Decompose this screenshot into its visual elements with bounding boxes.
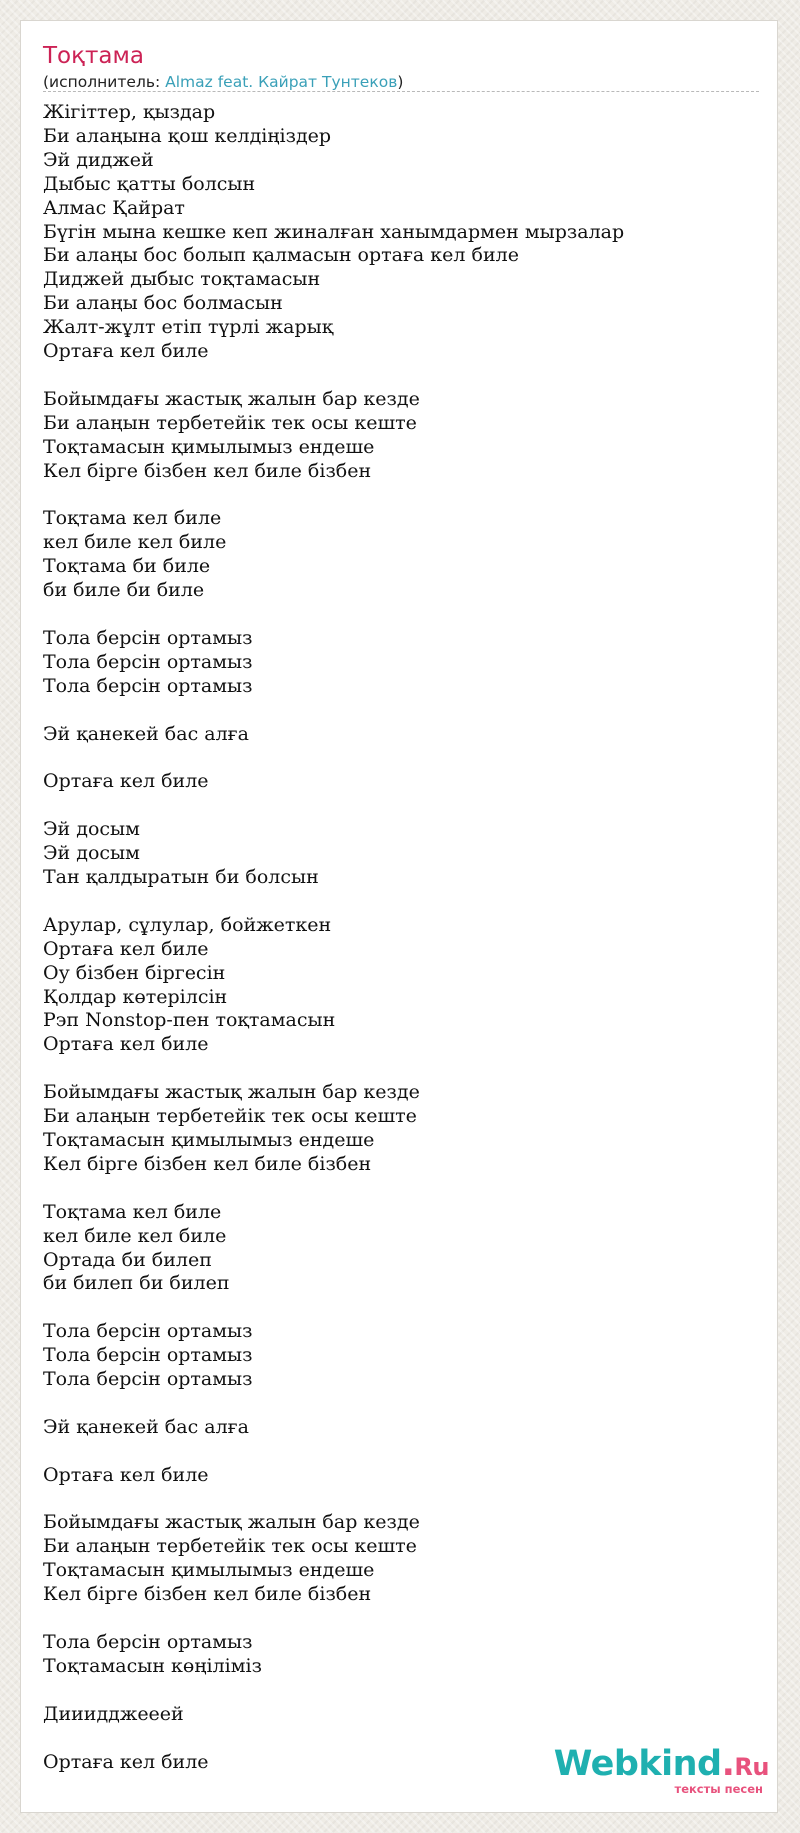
- logo-tagline: тексты песен: [674, 1782, 763, 1796]
- logo-tld: Ru: [734, 1753, 769, 1781]
- dashed-divider: [43, 91, 759, 92]
- artist-link[interactable]: Almaz feat. Кайрат Тунтеков: [165, 73, 398, 91]
- artist-prefix: (исполнитель:: [43, 73, 166, 91]
- song-title: Тоқтама: [43, 43, 144, 69]
- logo-name: Webkind: [553, 1744, 722, 1784]
- logo-wordmark: [554, 1744, 769, 1784]
- lyrics-card: [20, 20, 778, 1813]
- artist-line: [43, 73, 403, 91]
- site-logo[interactable]: [549, 1738, 769, 1798]
- lyrics-text: Жігіттер, қыздар Би алаңына қош келдіңіздер Эй диджей Дыбыс қатты болсын Алмас Қайрат Бүгін мына кешке кеп жиналған ханымдармен мырзалар Би алаңы бос болып қалмасын ортаға кел биле Диджей дыбыс тоқтамасын Би алаңы бос болмасын Жалт-жұлт етіп түрлі жарық Ортаға кел биле Бойымдағы жастық жалын бар кезде Би алаңын тербетейік тек осы кеште Тоқтамасын қимылымыз ендеше Кел бірге бізбен кел биле бізбен Тоқтама кел биле кел биле кел биле Тоқтама би биле би биле би биле Тола берсін ортамыз Тола берсін ортамыз Тола берсін ортамыз Эй қанекей бас алға Ортаға кел биле Эй досым Эй досым Тан қалдыратын би болсын Арулар, сұлулар, бойжеткен Ортаға кел биле Оу бізбен біргесін Қолдар көтерілсін Рэп Nonstop-пен тоқтамасын Ортаға кел биле Бойымдағы жастық жалын бар кезде Би алаңын тербетейік тек осы кеште Тоқтамасын қимылымыз ендеше Кел бірге бізбен кел биле бізбен Тоқтама кел биле кел биле кел биле Ортада би билеп би билеп би билеп Тола берсін ортамыз Тола берсін ортамыз Тола берсін ортамыз Эй қанекей бас алға Ортаға кел биле Бойымдағы жастық жалын бар кезде Би алаңын тербетейік тек осы кеште Тоқтамасын қимылымыз ендеше Кел бірге бізбен кел биле бізбен Тола берсін ортамыз Тоқтамасын көңіліміз Дииидджееей Ортаға кел биле: [43, 101, 625, 1773]
- artist-suffix: ): [397, 73, 404, 91]
- logo-dot: .: [721, 1744, 735, 1784]
